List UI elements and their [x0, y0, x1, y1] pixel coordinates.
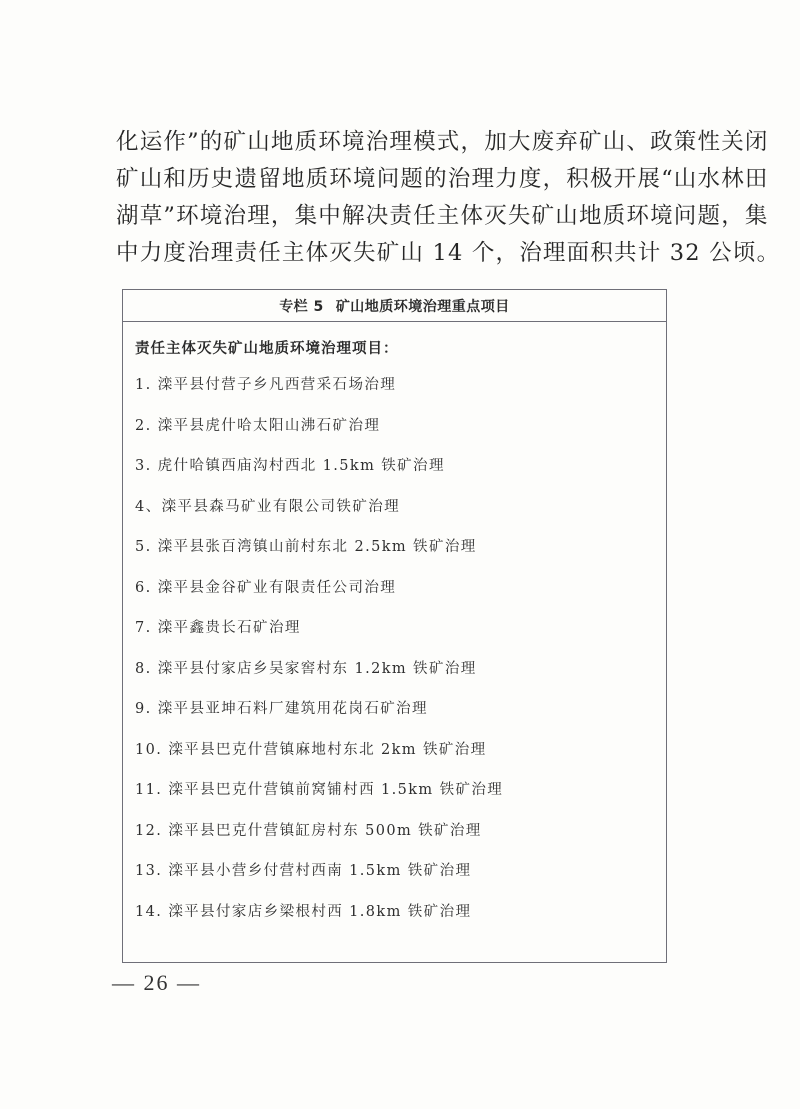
list-item: 5. 滦平县张百湾镇山前村东北 2.5km 铁矿治理 — [135, 539, 477, 555]
list-item: 10. 滦平县巴克什营镇麻地村东北 2km 铁矿治理 — [135, 741, 487, 758]
body-line: 中力度治理责任主体灭失矿山 14 个，治理面积共计 32 公顷。 — [116, 240, 781, 266]
list-item: 11. 滦平县巴克什营镇前窝铺村西 1.5km 铁矿治理 — [135, 782, 504, 798]
body-line: 矿山和历史遗留地质环境问题的治理力度，积极开展“山水林田 — [116, 166, 769, 192]
list-item: 4、滦平县森马矿业有限公司铁矿治理 — [135, 498, 401, 515]
body-paragraph — [116, 124, 781, 272]
list-item: 1. 滦平县付营子乡凡西营采石场治理 — [135, 377, 397, 393]
page-number: — 26 — — [112, 970, 201, 995]
list-item: 6. 滦平县金谷矿业有限责任公司治理 — [135, 579, 397, 596]
list-item: 7. 滦平鑫贵长石矿治理 — [135, 620, 301, 636]
body-line: 化运作”的矿山地质环境治理模式，加大废弃矿山、政策性关闭 — [116, 129, 769, 155]
body-line: 湖草”环境治理，集中解决责任主体灭失矿山地质环境问题，集 — [116, 203, 769, 229]
project-list — [135, 374, 503, 941]
box-header — [123, 290, 666, 322]
box-label: 专栏 5 — [279, 298, 324, 315]
box-subheading: 责任主体灭失矿山地质环境治理项目： — [135, 341, 399, 357]
list-item: 14. 滦平县付家店乡梁根村西 1.8km 铁矿治理 — [135, 903, 472, 920]
list-item: 3. 虎什哈镇西庙沟村西北 1.5km 铁矿治理 — [135, 458, 445, 474]
list-item: 2. 滦平县虎什哈太阳山沸石矿治理 — [135, 417, 381, 434]
list-item: 13. 滦平县小营乡付营村西南 1.5km 铁矿治理 — [135, 863, 472, 879]
list-item: 9. 滦平县亚坤石料厂建筑用花岗石矿治理 — [135, 701, 428, 717]
box-title: 矿山地质环境治理重点项目 — [335, 298, 510, 315]
list-item: 8. 滦平县付家店乡吴家窖村东 1.2km 铁矿治理 — [135, 660, 477, 677]
sidebar-box — [122, 289, 667, 963]
list-item: 12. 滦平县巴克什营镇缸房村东 500m 铁矿治理 — [135, 822, 482, 839]
